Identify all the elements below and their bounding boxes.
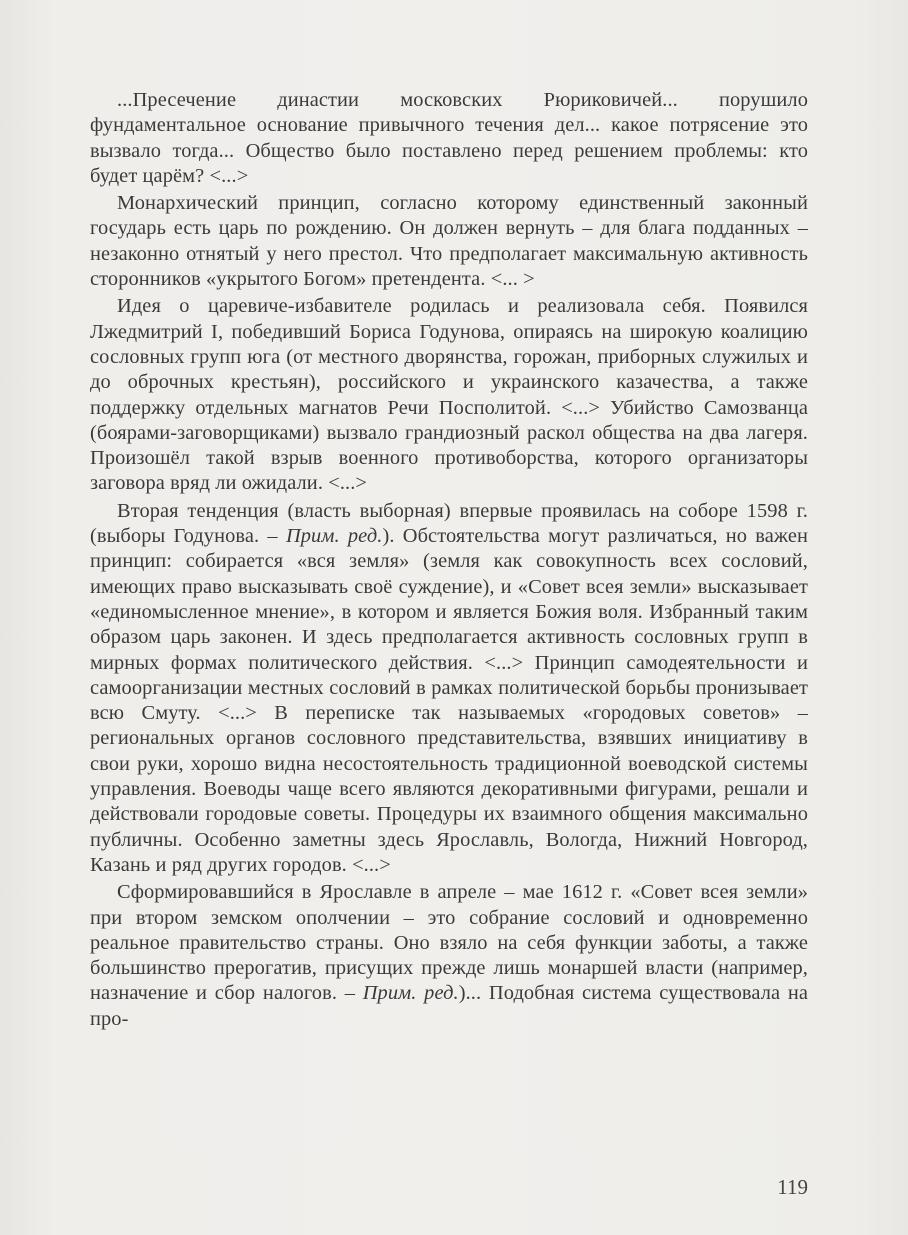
paragraph-4 xyxy=(90,499,808,878)
paragraph-3 xyxy=(90,294,808,496)
paragraph-text: ...Пресечение династии московских Рюриковичей... порушило фундаментальное основание привычного течения дел... какое потрясение это вызвало тогда... Общество было поставлено перед решением проблемы: кто будет царём? <...> xyxy=(90,89,808,187)
paragraph-text: Вторая тенденция (власть выборная) впервые проявилась на соборе 1598 г. (выборы Годунова. – xyxy=(90,499,808,548)
paragraph-text: Монархический принцип, согласно которому единственный законный государь есть царь по рождению. Он должен вернуть – для блага подданных – незаконно отнятый у него престол. Что предполагает максимальную активность сторонников «укрытого Богом» претендента. <... > xyxy=(90,192,808,291)
paragraph-text: ). Обстоятельства могут различаться, но важен принцип: собирается «вся земля» (земля как совокупность всех сословий, имеющих право высказывать своё суждение), и «Совет всея земли» высказывает «единомысленное мнение», в котором и является Божия воля. Избранный таким образом царь законен. И здесь предполагается активность сословных групп в мирных формах политического действия. <...> Принцип самодеятельности и самоорганизации местных сословий в рамках политической борьбы пронизывает всю Смуту. <...> В переписке так называемых «городовых советов» – региональных органов сословного представительства, взявших инициативу в свои руки, хорошо видна несостоятельность традиционной воеводской системы управления. Воеводы чаще всего являются декоративными фигурами, решали и действовали городовые советы. Процедуры их взаимного общения максимально публичны. Особенно заметны здесь Ярославль, Вологда, Нижний Новгород, Казань и ряд других городов. <...> xyxy=(90,525,808,876)
body-text xyxy=(90,88,808,1032)
editor-note: Прим. ред. xyxy=(362,982,459,1005)
paragraph-text: )... Подобная система существовала на про- xyxy=(90,982,808,1030)
paragraph-1 xyxy=(90,88,808,189)
editor-note: Прим. ред. xyxy=(285,525,383,548)
paragraph-text: Идея о царевиче-избавителе родилась и реализовала себя. Появился Лжедмитрий I, победивший Бориса Годунова, опираясь на широкую коалицию сословных групп юга (от местного дворянства, горожан, приборных служилых и до оброчных крестьян), российского и украинского казачества, а также поддержку отдельных магнатов Речи Посполитой. <...> Убийство Самозванца (боярами-заговорщиками) вызвало грандиозный раскол общества на два лагеря. Произошёл такой взрыв военного противоборства, которого организаторы заговора вряд ли ожидали. <...> xyxy=(90,295,808,495)
page-number: 119 xyxy=(777,1175,808,1199)
paragraph-text: Сформировавшийся в Ярославле в апреле – мае 1612 г. «Совет всея земли» при втором земском ополчении – это собрание сословий и одновременно реальное правительство страны. Оно взяло на себя функции заботы, а также большинство прерогатив, присущих прежде лишь монаршей власти (например, назначение и сбор налогов. – xyxy=(90,881,808,1005)
paragraph-2 xyxy=(90,191,808,292)
paragraph-5 xyxy=(90,880,808,1032)
